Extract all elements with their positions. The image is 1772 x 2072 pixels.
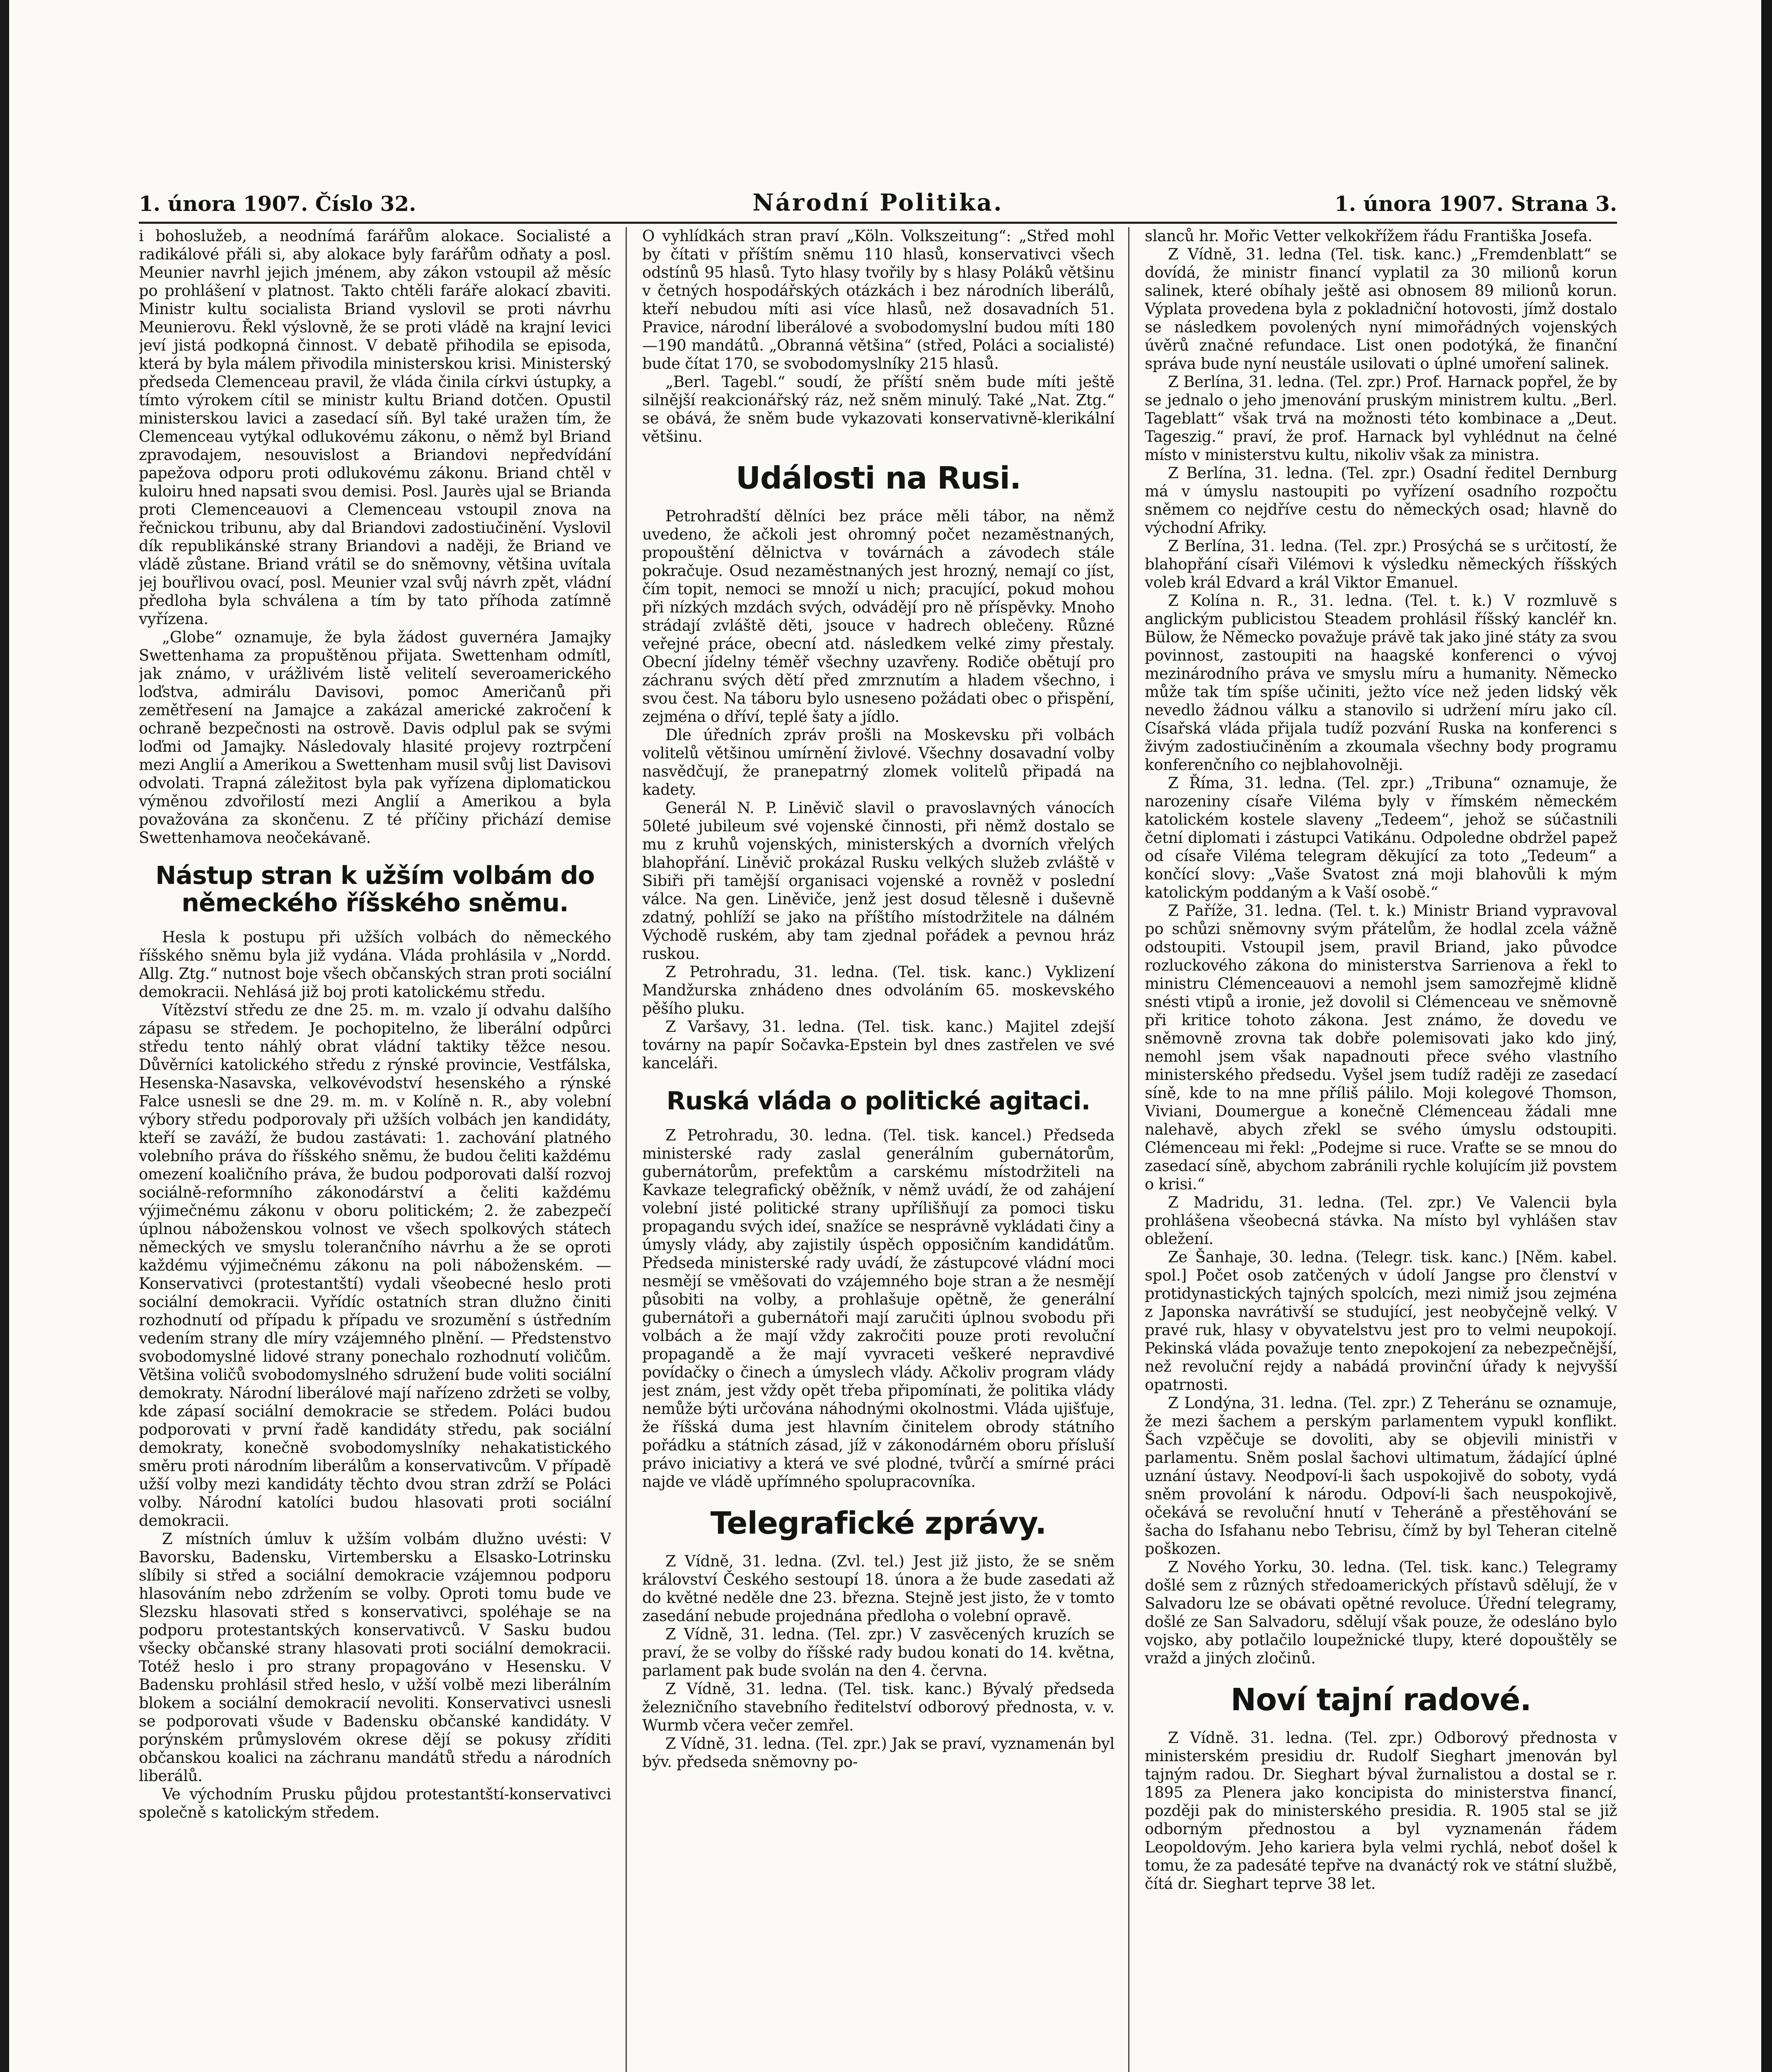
article-paragraph: Z Berlína, 31. ledna. (Tel. zpr.) Prosýchá se s určitostí, že blahopřání císaři Vilémovi k výsledku německých říšských voleb král Edvard a král Viktor Emanuel. — [1145, 537, 1617, 591]
header-date-issue: 1. února 1907. Číslo 32. — [139, 191, 416, 216]
article-paragraph: Ve východním Prusku půjdou protestantští-konservativci společně s katolickým středem. — [139, 1785, 611, 1821]
article-paragraph: Ze Šanhaje, 30. ledna. (Telegr. tisk. kanc.) [Něm. kabel. spol.] Počet osob zatčených v údolí Jangse pro členství v protidynastických tajných spolcích, mezi nimiž jsou zejména z Japonska navrátivší se studující, jest neobyčejně velký. V pravé ruk, hlasy v obyvatelstvu jest pro to velmi neupokojí. Pekinská vláda považuje tento znepokojení za nebezpečnější, než revoluční rejdy a nabádá provinční úřady k nejvyšší opatrnosti. — [1145, 1248, 1617, 1394]
article-paragraph: Z Berlína, 31. ledna. (Tel. zpr.) Osadní ředitel Dernburg má v úmyslu nastoupiti po vyřízení osadního rozpočtu sněmem co nejdříve cestu do německých osad; hlavně do východní Afriky. — [1145, 464, 1617, 537]
header-rule — [139, 222, 1617, 224]
article-paragraph: Z Kolína n. R., 31. ledna. (Tel. t. k.) V rozmluvě s anglickým publicistou Steadem prohlásil říšský kancléř kn. Bülow, že Německo považuje právě tak jako jiné státy za svou povinnost, zastoupiti na haagské konferenci o vývoj mezinárodního práva ve smyslu míru a humanity. Německo může tak tím spíše učiniti, ježto více než jeden lidský věk nevedlo žádnou válku a stanovilo si udržení míru jako cíl. Císařská vláda přijala tudíž pozvání Ruska na konferenci s živým zadostiučiněním a zkoumala všechny body programu konferenčního co nejblahovolněji. — [1145, 592, 1617, 774]
article-paragraph: Z Vídně, 31. ledna. (Tel. zpr.) Jak se praví, vyznamenán byl býv. předseda sněmovny po- — [642, 1735, 1114, 1771]
article-paragraph: Z Vídně, 31. ledna (Tel. tisk. kanc.) „Fremdenblatt“ se dovídá, že ministr financí vyplatil za 30 milionů korun salinek, které obíhaly ještě asi obnosem 89 milionů korun. Výplata provedena byla z pokladniční hotovosti, jímž dostalo se následkem povolených nyní mimořádných vojenských úvěrů značné refundace. List onen podotýká, že finanční správa bude nyní neustále usilovati o úplné umoření salinek. — [1145, 245, 1617, 373]
article-paragraph: „Globe“ oznamuje, že byla žádost guvernéra Jamajky Swettenhama za propuštěnou přijata. Swettenham odmítl, jak známo, v urážlivém listě velitelí severoamerického loďstva, admirálu Davisovi, pomoc Američanů při zemětřesení na Jamajce a zakázal americké zakročení k ochraně bezpečnosti na ostrově. Davis odplul pak se svými loďmi od Jamajky. Následovaly hlasité projevy roztrpčení mezi Anglií a Amerikou a Swettenham musil svůj list Davisovi odvolati. Trapná záležitost byla pak vyřízena diplomatickou výměnou zdvořilostí mezi Anglií a Amerikou a byla považována za skončenu. Z té příčiny přichází demise Swettenhamova neočekávaně. — [139, 628, 611, 847]
scan-edge-right — [1761, 0, 1772, 2072]
article-paragraph: Z Petrohradu, 31. ledna. (Tel. tisk. kanc.) Vyklizení Mandžurska znhádeno dnes odvoláním 65. moskevského pěšího pluku. — [642, 963, 1114, 1017]
newspaper-title: Národní Politika. — [752, 189, 1003, 216]
article-paragraph: Z Madridu, 31. ledna. (Tel. zpr.) Ve Valencii byla prohlášena všeobecná stávka. Na místo byl vyhlášen stav obležení. — [1145, 1193, 1617, 1248]
article-paragraph: Z Vídně. 31. ledna. (Tel. zpr.) Odborový přednosta v ministerském presidiu dr. Rudolf Sieghart jmenován byl tajným radou. Dr. Sieghart býval žurnalistou a dostal se r. 1895 za Plenera jako koncipista do ministerstva financí, později pak do ministerského presidia. R. 1905 stal se již odborným přednostou a byl vyznamenán řádem Leopoldovým. Jeho kariera byla velmi rychlá, neboť došel k tomu, že za padesáté tepřve na dvanáctý rok ve státní službě, čítá dr. Sieghart teprve 38 let. — [1145, 1729, 1617, 1893]
article-paragraph: Dle úředních zpráv prošli na Moskevsku při volbách volitelů většinou umírnění živlové. Všechny dosavadní volby nasvědčují, že pranepatrný zlomek volitelů připadá na kadety. — [642, 726, 1114, 799]
article-paragraph: slanců hr. Mořic Vetter velkokřížem řádu Františka Josefa. — [1145, 227, 1593, 245]
article-heading: Ruská vláda o politické agitaci. — [666, 1087, 1090, 1116]
page-header — [139, 187, 1617, 220]
column-3 — [1145, 227, 1617, 2072]
article-paragraph: Hesla k postupu při užších volbách do německého říšského sněmu byla již vydána. Vláda prohlásila v „Nordd. Allg. Ztg.“ nutnost boje všech občanských stran proti sociální demokracii. Nehlásá již boj proti katolickému středu. — [139, 928, 611, 1001]
article-paragraph: „Berl. Tagebl.“ soudí, že příští sněm bude míti ještě silnější reakcionářský ráz, než sněm minulý. Také „Nat. Ztg.“ se obává, že sněm bude vykazovati konservativně-klerikální většinu. — [642, 373, 1114, 445]
article-paragraph: Petrohradští dělníci bez práce měli tábor, na němž uvedeno, že ačkoli jest ohromný počet nezaměstnaných, propouštění dělnictva v továrnách a závodech stále pokračuje. Osud nezaměstnaných jest hrozný, nemají co jíst, čím topit, nemoci se množí u nich; pracující, pokud mohou při nízkých mzdách svých, odvádějí pro ně příspěvky. Mnoho strádají zvláště děti, jsouce v hadrech oblečeny. Různé veřejné práce, obecní atd. následkem velké zimy přestaly. Obecní jídelny téměř všechny uzavřeny. Rodiče obětují pro záchranu svých dětí před zmrznutím a hladem všechno, i svou čest. Na táboru bylo usneseno požádati obec o přispění, zejména o dříví, teplé šaty a jídlo. — [642, 507, 1114, 726]
column-divider — [1128, 227, 1129, 2072]
column-1 — [139, 227, 611, 2072]
article-paragraph: Z Vídně, 31. ledna. (Tel. tisk. kanc.) Bývalý předseda železničního stavebního ředitelství odborový přednosta, v. v. Wurmb včera večer zemřel. — [642, 1680, 1114, 1734]
column-2 — [642, 227, 1114, 2072]
article-paragraph: Vítězství středu ze dne 25. m. m. vzalo jí odvahu dalšího zápasu se středem. Je pochopitelno, že liberální odpůrci středu tento náhlý obrat vládní taktiky těžce nesou. Důvěrníci katolického středu z rýnské provincie, Vestfálska, Hesenska-Nasavska, velkovévodství hesenského a rýnské Falce usnesli se dne 29. m. m. v Kolíně n. R., aby volební výbory středu podporovaly při užších volbách jen kandidáty, kteří se zaváží, že budou zastávati: 1. zachování platného volebního práva do říšského sněmu, že budou čeliti každému omezení koaličního práva, že budou podporovati další rozvoj sociálně-reformního zákonodárství a čeliti každému výjimečnému zákonu v oboru politickém; 2. že zabezpečí úplnou náboženskou volnost ve všech spolkových státech německých ve smyslu tolerančního návrhu a že se oproti každému výjimečnému zákonu na poli náboženském. — Konservativci (protestantští) vydali všeobecné heslo proti sociální demokracii. Vyřídíc ostatních stran dlužno činiti rozhodnutí od případu k případu ve srozumění s ústředním vedením strany dle míry vzájemného plnění. — Předstenstvo svobodomyslné lidové strany ponechalo rozhodnutí voličům. Většina voličů svobodomyslného sdružení bude voliti sociální demokraty. Národní liberálové mají nařízeno zdržeti se volby, kde zápasí sociální demokracie se středem. Poláci budou podporovati v první řadě kandidáty středu, pak sociální demokraty, konečně svobodomyslníky nehakatistického směru proti národním liberálům a konservativcům. V případě užší volby mezi kandidáty těchto dvou stran zdrží se Poláci volby. Národní katolíci budou hlasovati proti sociální demokracii. — [139, 1001, 611, 1530]
article-heading: Noví tajní radové. — [1230, 1682, 1531, 1718]
article-paragraph: Z Varšavy, 31. ledna. (Tel. tisk. kanc.) Majitel zdejší továrny na papír Sočavka-Epstein byl dnes zastřelen ve své kanceláři. — [642, 1018, 1114, 1072]
article-heading: Události na Rusi. — [735, 460, 1021, 496]
article-paragraph: i bohoslužeb, a neodnímá farářům alokace. Socialisté a radikálové přáli si, aby alokace byly farářům odňaty a posl. Meunier navrhl jejich jménem, aby zákon vstoupil až měsíc po prohlášení v platnost. Takto chtěli faráře alokací zbaviti. Ministr kultu socialista Briand vyslovil se proti návrhu Meunierovu. Řekl výslovně, že se proti vládě na krajní levici jeví jistá podkopná činnost. V debatě přihodila se episoda, která by byla málem přivodila ministerskou krisi. Ministerský předseda Clemenceau pravil, že vláda činila církvi ústupky, a tímto výrokem cítil se ministr kultu Briand dotčen. Opustil ministerskou lavici a zasedací síň. Byl také uražen tím, že Clemenceau vytýkal odlukovému zákonu, o němž byl Briand zpravodajem, nesouvislost a Briandovi nepředvídání papežova odporu proti odlukovému zákonu. Briand chtěl v kuloiru hned napsati svou demisi. Posl. Jaurès ujal se Brianda proti Clemenceauovi a Clemenceau vstoupil znova na řečnickou tribunu, aby dal Briandovi zadostiučinění. Vyslovil dík republikánské strany Briandovi a naději, že Briand ve vládě zůstane. Briand vrátil se do sněmovny, většina uvítala jej bouřlivou ovací, posl. Meunier vzal svůj návrh zpět, vládní předloha byla schválena a tím by tato příhoda zatímně vyřízena. — [139, 227, 611, 628]
article-paragraph: Z Londýna, 31. ledna. (Tel. zpr.) Z Teheránu se oznamuje, že mezi šachem a perským parlamentem vypukl konflikt. Šach vzpěčuje se dovoliti, aby se objevili ministři v parlamentu. Sněm poslal šachovi ultimatum, žádající úplné uznání ústavy. Neodpoví-li šach uspokojivě do soboty, vydá sněm provolání k národu. Odpoví-li šach neuspokojivě, očekává se revoluční hnutí v Teheráně a přestěhování se šacha do Isfahanu nebo Tebrisu, čímž by byl Teheran citelně poškozen. — [1145, 1394, 1617, 1558]
article-paragraph: Z Vídně, 31. ledna. (Zvl. tel.) Jest již jisto, že se sněm království Českého sestoupí 18. února a že bude zasedati až do květné neděle dne 23. března. Stejně jest jisto, že v tomto zasedání nebude projednána předloha o volební opravě. — [642, 1552, 1114, 1625]
article-paragraph: Z Nového Yorku, 30. ledna. (Tel. tisk. kanc.) Telegramy došlé sem z různých středoamerických přístavů sdělují, že v Salvadoru lze se obávati opětné revoluce. Úřední telegramy, došlé ze San Salvadoru, sdělují však pouze, že odesláno bylo vojsko, aby potlačilo loupežnické tlupy, které dopouštěly se vražd a jiných zločinů. — [1145, 1558, 1617, 1667]
header-date-page: 1. února 1907. Strana 3. — [1334, 191, 1617, 216]
scan-edge-left — [0, 0, 9, 2072]
article-heading: Telegrafické zprávy. — [710, 1506, 1047, 1541]
article-paragraph: Z místních úmluv k užším volbám dlužno uvésti: V Bavorsku, Badensku, Virtembersku a Elsasko-Lotrinsku slíbily si střed a sociální demokracie vzájemnou podporu hlasováním nebo zdržením se volby. Oproti tomu bude ve Slezsku hlasovati střed s konservativci, spoléhaje se na podporu protestantských konservativců. V Sasku budou všecky občanské strany hlasovati proti sociální demokracii. Totéž heslo i pro strany propagováno v Hesensku. V Badensku prohlásil střed heslo, v užší volbě mezi liberálním blokem a sociální demokracií nevoliti. Konservativci usnesli se podporovati všude v Badensku občanské kandidáty. V porýnském průmyslovém okrese dějí se pokusy zříditi občanskou koalici na záchranu mandátů středu a národních liberálů. — [139, 1530, 611, 1785]
article-paragraph: O vyhlídkách stran praví „Köln. Volkszeitung“: „Střed mohl by čítati v příštím sněmu 110 hlasů, konservativci všech odstínů 95 hlasů. Tyto hlasy tvořily by s hlasy Poláků většinu v četných hospodářských otázkách i bez národních liberálů, kteří nebudou míti asi více hlasů, než dosavadních 51. Pravice, národní liberálové a svobodomyslní budou míti 180—190 mandátů. „Obranná většina“ (střed, Poláci a socialisté) bude čítat 170, se svobodomyslníky 215 hlasů. — [642, 227, 1114, 373]
column-divider — [626, 227, 627, 2072]
article-paragraph: Z Petrohradu, 30. ledna. (Tel. tisk. kancel.) Předseda ministerské rady zaslal generálním gubernátorům, gubernátorům, prefektům a carskému místodržiteli na Kavkaze telegrafický oběžník, v němž uvádí, že od zahájení volební jisté politické strany upřílišňují za pomoci tisku propagandu svých ideí, snažíce se nesprávně vykládati činy a úmysly vlády, aby zajistily úspěch opposičním kandidátům. Předseda ministerské rady uvádí, že zástupcové vládní moci nesmějí se vměšovati do vzájemného boje stran a že nesmějí působiti na volby, a prohlašuje opětně, že generální gubernátoři a gubernátoři mají zaručiti úplnou svobodu při volbách a že mají vždy zakročiti pouze proti revoluční propagandě a že mají vyvraceti veškeré nepravdivé povídačky o činech a úmyslech vlády. Ačkoliv program vlády jest znám, jest vždy opět třeba připomínati, že politika vlády nemůže býti určována náhodnými okolnostmi. Vláda ujišťuje, že říšská duma jest hlavním činitelem obrody státního pořádku a státních zásad, jíž v zákonodárném oboru přísluší právo iniciativy a která ve své plodné, tvůrčí a smírné práci najde ve vládě upřímného spolupracovníka. — [642, 1126, 1114, 1491]
article-paragraph: Z Paříže, 31. ledna. (Tel. t. k.) Ministr Briand vypravoval po schůzi sněmovny svým přátelům, že hodlal zcela vážně odstoupiti. Vstoupil jsem, pravil Briand, jako původce rozluckového zákona do ministerstva Sarrienova a řekl to ministru Clémenceauovi a nemohl jsem samozřejmě klidně snésti vtipů a ironie, jež dovolil si Clémenceau ve sněmovně při kritice tohoto zákona. Jest známo, že dovedu ve sněmovně zrovna tak dobře polemisovati jako kdo jiný, nemohl jsem však napadnouti přece svého vlastního ministerského předsedu. Vyšel jsem tudíž raději ze zasedací síně, kde to na mne příliš pálilo. Moji kolegové Thomson, Viviani, Doumergue a konečně Clémenceau žádali mne nalehavě, abych zřekl se svého úmyslu odstoupiti. Clémenceau mi řekl: „Podejme si ruce. Vraťte se se mnou do zasedací síně, abychom zabránili rychle kolujícím již povstem o krisi.“ — [1145, 902, 1617, 1193]
article-paragraph: Z Vídně, 31. ledna. (Tel. zpr.) V zasvěcených kruzích se praví, že se volby do říšské rady budou konati do 14. května, parlament pak bude svolán na den 4. června. — [642, 1625, 1114, 1680]
article-paragraph: Z Říma, 31. ledna. (Tel. zpr.) „Tribuna“ oznamuje, že narozeniny císaře Viléma byly v římském německém katolickém kostele slaveny „Tedeem“, jehož se súčastnili četní diplomati i zástupci Vatikánu. Odpoledne obdržel papež od císaře Viléma telegram děkující za toto „Tedeum“ a končící slovy: „Vaše Svatost zná moji blahovůli k mým katolickým poddaným a k Vaší osobě.“ — [1145, 774, 1617, 901]
article-paragraph: Z Berlína, 31. ledna. (Tel. zpr.) Prof. Harnack popřel, že by se jednalo o jeho jmenování pruským ministrem kultu. „Berl. Tageblatt“ však trvá na možnosti této kombinace a „Deut. Tageszig.“ praví, že prof. Harnack byl vyhlédnut na čelné místo v ministerstvu kultu, nikoliv však za ministra. — [1145, 373, 1617, 464]
article-paragraph: Generál N. P. Liněvič slavil o pravoslavných vánocích 50leté jubileum své vojenské činnosti, při němž dostalo se mu z kruhů vojenských, ministerských a dvorních vřelých blahopřání. Liněvič prokázal Rusku velkých služeb zvláště v Sibiři při tamější organisaci vojenské a rovněž v poslední válce. Na gen. Liněviče, jenž jest dosud tělesně i duševně zdatný, pohlíží se jako na příštího místodržitele na dálném Východě ruském, aby tam zjednal pořádek a pevnou hráz ruskou. — [642, 799, 1114, 963]
article-heading: Nástup stran k užším volbám do německého říšského sněmu. — [155, 861, 595, 917]
